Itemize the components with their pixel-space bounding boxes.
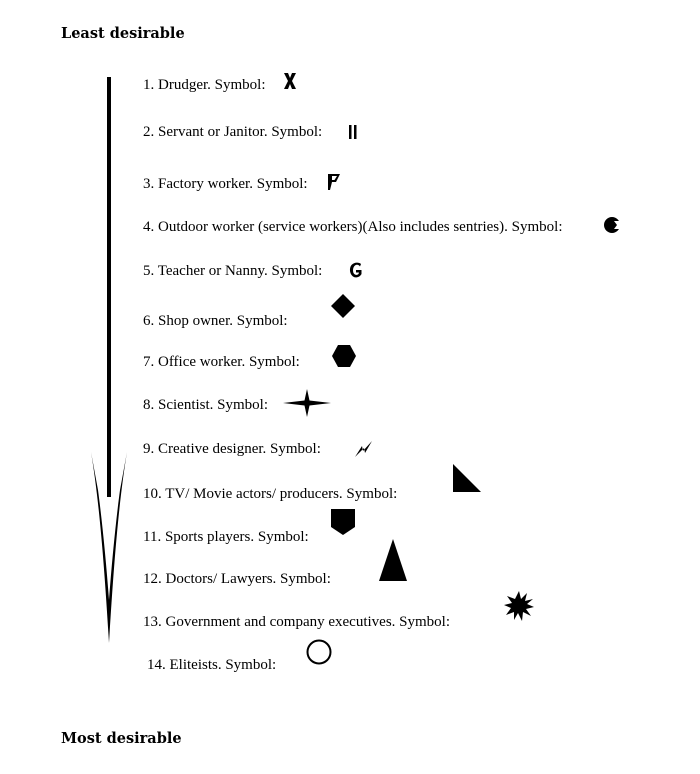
list-item-servant-janitor — [143, 123, 322, 141]
double-p-glyph-icon — [327, 173, 341, 191]
item-label: 13. Government and company executives. Symbol: — [143, 614, 451, 630]
right-triangle-icon — [452, 463, 482, 493]
item-label: 14. Eliteists. Symbol: — [147, 657, 277, 673]
shield-icon — [330, 508, 356, 536]
curly-g-glyph-icon — [348, 261, 364, 279]
double-x-glyph-icon — [283, 72, 297, 90]
list-item-eliteists — [147, 656, 276, 674]
list-item-doctors-lawyers — [143, 570, 331, 588]
item-label: 8. Scientist. Symbol: — [143, 397, 269, 413]
list-item-creative-designer — [143, 440, 321, 458]
hexagon-icon — [331, 343, 357, 369]
heading-least-desirable: Least desirable — [61, 25, 185, 42]
lightning-bolt-icon — [354, 440, 374, 458]
item-label: 7. Office worker. Symbol: — [143, 354, 300, 370]
item-label: 11. Sports players. Symbol: — [143, 529, 309, 545]
list-item-drudger — [143, 76, 266, 94]
item-label: 1. Drudger. Symbol: — [143, 77, 266, 93]
list-item-sports-players — [143, 528, 309, 546]
list-item-outdoor-worker — [143, 218, 563, 236]
item-label: 5. Teacher or Nanny. Symbol: — [143, 263, 323, 279]
item-label: 2. Servant or Janitor. Symbol: — [143, 124, 323, 140]
triangle-icon — [378, 538, 408, 582]
item-label: 12. Doctors/ Lawyers. Symbol: — [143, 571, 331, 587]
list-item-teacher-nanny — [143, 262, 322, 280]
list-item-shop-owner — [143, 312, 288, 330]
list-item-tv-movie — [143, 485, 397, 503]
item-label: 6. Shop owner. Symbol: — [143, 313, 288, 329]
item-label: 3. Factory worker. Symbol: — [143, 176, 308, 192]
double-bar-glyph-icon — [347, 124, 359, 140]
list-item-office-worker — [143, 353, 300, 371]
starburst-icon — [503, 590, 535, 622]
item-label: 9. Creative designer. Symbol: — [143, 441, 321, 457]
item-label: 10. TV/ Movie actors/ producers. Symbol: — [143, 486, 398, 502]
notched-circle-icon — [603, 216, 621, 234]
list-item-factory-worker — [143, 175, 308, 193]
item-label: 4. Outdoor worker (service workers)(Also includes sentries). Symbol: — [143, 219, 563, 235]
heading-most-desirable: Most desirable — [61, 730, 182, 747]
list-item-scientist — [143, 396, 268, 414]
diamond-icon — [330, 293, 356, 319]
four-point-star-icon — [282, 388, 332, 418]
circle-outline-icon — [305, 638, 333, 666]
list-item-executives — [143, 613, 450, 631]
